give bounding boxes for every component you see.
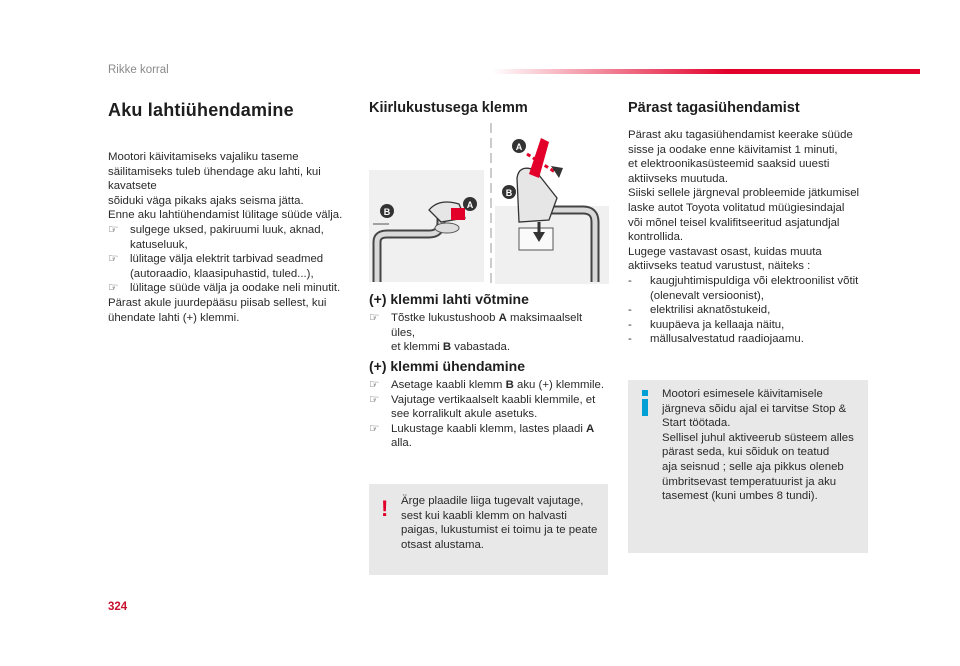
sub1-body xyxy=(369,311,609,355)
info-line: järgneva sõidu ajal ei tarvitse Stop & xyxy=(662,402,847,415)
label-b-text: B xyxy=(383,207,391,217)
label-b-text: B xyxy=(505,188,513,198)
lock-lever-right xyxy=(529,138,549,178)
col1-intro-line: sõiduki väga pikaks ajaks seisma jätta. xyxy=(108,194,304,207)
warning-line: otsast alustama. xyxy=(401,538,484,551)
info-text xyxy=(662,387,864,504)
info-line: ümbritsevast temperatuurist ja aku xyxy=(662,475,837,488)
sub1-bullet xyxy=(369,311,609,355)
info-line: aja seisnud ; selle aja pikkus oleneb xyxy=(662,460,844,473)
bullet-line: Vajutage vertikaalselt kaabli klemmile, et xyxy=(391,393,596,406)
lock-lever-left xyxy=(451,208,465,220)
col1-bullet xyxy=(108,281,348,296)
section-label: Rikke korral xyxy=(108,64,169,76)
col3-dash-item xyxy=(628,274,878,303)
dash-line: elektrilisi aknatõstukeid, xyxy=(650,304,771,317)
col1-bullet xyxy=(108,223,348,252)
warning-line: Ärge plaadile liiga tugevalt vajutage, xyxy=(401,495,584,507)
col3-line: kontrollida. xyxy=(628,231,684,244)
dash-line: kuupäeva ja kellaaja näitu, xyxy=(650,318,785,331)
dash-line: kaugjuhtimispuldiga või elektroonilist võtit xyxy=(650,274,859,287)
sub2-bullet xyxy=(369,378,609,393)
bullet-arrow-icon: ☞ xyxy=(369,422,380,435)
col3-line: aktiivseks muutuda. xyxy=(628,172,729,185)
col3-line: laske autot Toyota volitatud müügiesindajal xyxy=(628,201,845,214)
col1-outro-line: ühendate lahti (+) klemmi. xyxy=(108,311,240,324)
dash-marker: - xyxy=(628,318,632,331)
col2-title: Kiirlukustusega klemm xyxy=(369,100,528,116)
info-line: Start töötada. xyxy=(662,417,731,430)
header-accent-rule xyxy=(492,69,920,74)
bullet-arrow-icon: ☞ xyxy=(369,379,380,391)
dash-marker: - xyxy=(628,274,632,287)
bullet-line: (autoraadio, klaasipuhastid, tuled...), xyxy=(130,267,314,280)
terminal-post-right xyxy=(519,228,553,250)
col3-dash-item xyxy=(628,303,878,318)
dash-line: mällusalvestatud raadiojaamu. xyxy=(650,333,804,346)
sub1-title: (+) klemmi lahti võtmine xyxy=(369,291,529,307)
info-line: Mootori esimesele käivitamisele xyxy=(662,388,823,400)
bullet-arrow-icon: ☞ xyxy=(369,393,380,406)
col3-line: Pärast aku tagasiühendamist keerake süüde xyxy=(628,129,853,141)
bullet-line: sulgege uksed, pakiruumi luuk, aknad, xyxy=(130,223,324,236)
sub2-bullet xyxy=(369,393,609,422)
col1-intro-line: säilitamiseks tuleb ühendage aku lahti, kui kavatsete xyxy=(108,165,321,193)
battery-clamp-illustration xyxy=(369,118,609,284)
battery-left-bg xyxy=(369,170,484,282)
dash-marker: - xyxy=(628,304,632,317)
page-number: 324 xyxy=(108,601,128,613)
label-a-text: A xyxy=(515,142,523,152)
col1-outro-line: Pärast akule juurdepääsu piisab sellest, kui xyxy=(108,296,327,309)
col3-line: või mõnel teisel kvalifitseeritud asjatundjal xyxy=(628,216,840,229)
dash-marker: - xyxy=(628,333,632,346)
info-icon xyxy=(640,390,650,416)
sub2-bullet xyxy=(369,422,609,451)
col1-intro-line: Enne aku lahtiühendamist lülitage süüde välja. xyxy=(108,209,343,222)
col1-intro-line: Mootori käivitamiseks vajaliku taseme xyxy=(108,151,299,163)
col3-dash-item xyxy=(628,318,878,333)
bullet-arrow-icon: ☞ xyxy=(369,312,380,324)
info-line: pärast seda, kui sõiduk on teatud xyxy=(662,446,830,459)
col3-title: Pärast tagasiühendamist xyxy=(628,100,800,116)
bullet-arrow-icon: ☞ xyxy=(108,253,119,266)
warning-text xyxy=(401,494,606,552)
warning-box xyxy=(369,484,608,575)
bullet-line: Asetage kaabli klemm B aku (+) klemmile. xyxy=(391,379,605,391)
col3-body xyxy=(628,128,878,347)
col3-line: Lugege vastavast osast, kuidas muuta xyxy=(628,245,822,258)
col3-line: et elektroonikasüsteemid saaksid uuesti xyxy=(628,158,830,171)
col3-line: sisse ja oodake enne käivitamist 1 minuti, xyxy=(628,143,838,156)
bullet-line: katuseluuk, xyxy=(130,238,188,251)
terminal-post-left xyxy=(435,223,459,233)
warning-line: sest kui kaabli klemm on halvasti xyxy=(401,509,567,522)
bullet-arrow-icon: ☞ xyxy=(108,282,119,295)
info-line: Sellisel juhul aktiveerub süsteem alles xyxy=(662,431,854,444)
info-box xyxy=(628,380,868,553)
sub2-body xyxy=(369,378,609,451)
bullet-line: see korralikult akule asetuks. xyxy=(391,408,538,421)
bullet-line: lülitage välja elektrit tarbivad seadmed xyxy=(130,253,324,266)
col1-body xyxy=(108,150,348,325)
bullet-arrow-icon: ☞ xyxy=(108,223,119,236)
bullet-line: lülitage süüde välja ja oodake neli minutit. xyxy=(130,282,341,295)
dash-line: (olenevalt versioonist), xyxy=(650,289,764,302)
col3-line: aktiivseks teatud varustust, näiteks : xyxy=(628,260,811,273)
main-title: Aku lahtiühendamine xyxy=(108,100,294,120)
col1-bullet xyxy=(108,252,348,281)
bullet-line: Lukustage kaabli klemm, lastes plaadi A xyxy=(391,422,595,435)
bullet-line: Tõstke lukustushoob A maksimaalselt üles, xyxy=(391,312,583,339)
bullet-line: alla. xyxy=(391,437,412,450)
warning-exclamation-icon: ! xyxy=(381,496,389,521)
bullet-line: et klemmi B vabastada. xyxy=(391,341,511,354)
col3-line: Siiski sellele järgneval probleemide jätkumisel xyxy=(628,187,860,200)
warning-line: paigas, lukustumist ei toimu ja te peate xyxy=(401,524,598,537)
info-line: tasemest (kuni umbes 8 tundi). xyxy=(662,490,818,503)
sub2-title: (+) klemmi ühendamine xyxy=(369,358,525,374)
label-a-text: A xyxy=(466,200,474,210)
col3-dash-item xyxy=(628,332,878,347)
